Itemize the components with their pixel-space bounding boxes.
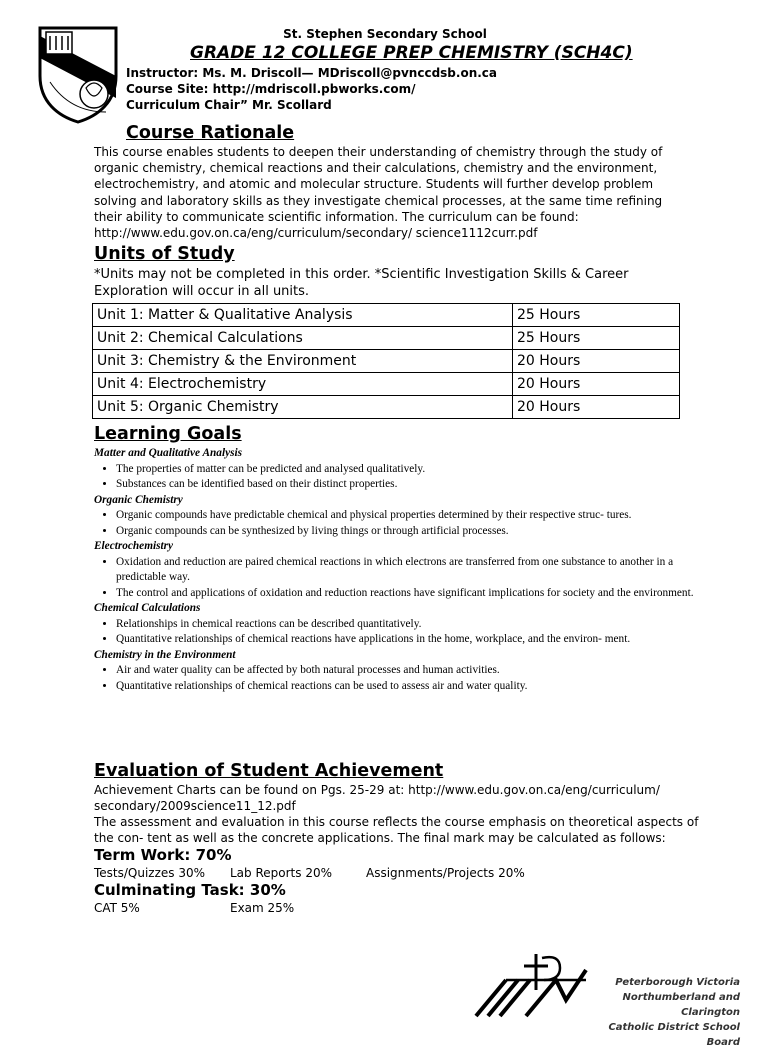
- achievement-charts-text: Achievement Charts can be found on Pgs. 25-29 at: http://www.edu.gov.on.ca/eng/curriculum/ secondary/2009science11_12.pdf: [94, 783, 660, 813]
- board-name-line: Catholic District School Board: [608, 1022, 740, 1048]
- evaluation-heading: Evaluation of Student Achievement: [94, 761, 444, 781]
- goal-category: Matter and Qualitative Analysis: [94, 447, 243, 459]
- assessment-text: The assessment and evaluation in this course reflects the course emphasis on theoretical aspects of the con- tent as well as the concrete applications. The final mark may be calculated as follows:: [94, 815, 699, 845]
- list-item: • Organic compounds can be synthesized by living things or through artificial processes.: [116, 524, 694, 540]
- units-note: *Units may not be completed in this order. *Scientific Investigation Skills & Career Exploration will occur in all units.: [94, 267, 629, 299]
- unit-hours: 20 Hours: [513, 373, 680, 396]
- list-item: • Oxidation and reduction are paired chemical reactions in which electrons are transferred from one substance to another in a predictable way.: [116, 555, 694, 586]
- list-item: • Substances can be identified based on their distinct properties.: [116, 477, 694, 493]
- unit-hours: 20 Hours: [513, 350, 680, 373]
- unit-name: Unit 5: Organic Chemistry: [93, 396, 513, 419]
- lab-reports-weight: Lab Reports 20%: [230, 866, 332, 880]
- evaluation-section: [94, 782, 704, 916]
- course-title: GRADE 12 COLLEGE PREP CHEMISTRY (SCH4C): [190, 43, 633, 63]
- unit-hours: 20 Hours: [513, 396, 680, 419]
- goal-category: Chemical Calculations: [94, 602, 201, 614]
- units-heading: Units of Study: [94, 244, 235, 264]
- table-row: [93, 350, 680, 373]
- table-row: [93, 373, 680, 396]
- exam-weight: Exam 25%: [230, 901, 295, 915]
- cat-weight: CAT 5%: [94, 901, 140, 915]
- units-table: [92, 303, 680, 419]
- instructor-line: Instructor: Ms. M. Driscoll— MDriscoll@pvnccdsb.on.ca: [126, 66, 498, 80]
- school-name: St. Stephen Secondary School: [283, 27, 487, 41]
- list-item: • Air and water quality can be affected by both natural processes and human activities.: [116, 663, 694, 679]
- learning-goals-heading: Learning Goals: [94, 424, 242, 444]
- culminating-task-breakdown: [94, 900, 704, 916]
- board-name: [590, 975, 740, 1050]
- term-work-title: Term Work: 70%: [94, 846, 232, 864]
- list-item: • The properties of matter can be predicted and analysed qualitatively.: [116, 462, 694, 478]
- culminating-task-title: Culminating Task: 30%: [94, 881, 286, 899]
- unit-name: Unit 1: Matter & Qualitative Analysis: [93, 304, 513, 327]
- table-row: [93, 304, 680, 327]
- course-site-line: Course Site: http://mdriscoll.pbworks.com/: [126, 82, 416, 96]
- table-row: [93, 396, 680, 419]
- goal-category: Chemistry in the Environment: [94, 648, 236, 661]
- assignments-weight: Assignments/Projects 20%: [366, 866, 525, 880]
- unit-name: Unit 2: Chemical Calculations: [93, 327, 513, 350]
- unit-hours: 25 Hours: [513, 327, 680, 350]
- board-name-line: Peterborough Victoria: [615, 977, 740, 988]
- list-item: • Relationships in chemical reactions can be described quantitatively.: [116, 617, 694, 633]
- course-rationale-heading: Course Rationale: [126, 123, 295, 143]
- list-item: • The control and applications of oxidation and reduction reactions have significant implications for society and the environment.: [116, 586, 694, 602]
- curriculum-chair-line: Curriculum Chair” Mr. Scollard: [126, 98, 332, 112]
- goal-category: Electrochemistry: [94, 540, 174, 552]
- list-item: • Quantitative relationships of chemical reactions have applications in the home, workplace, and the environ- ment.: [116, 632, 694, 648]
- unit-hours: 25 Hours: [513, 304, 680, 327]
- unit-name: Unit 4: Electrochemistry: [93, 373, 513, 396]
- tests-quizzes-weight: Tests/Quizzes 30%: [94, 866, 206, 880]
- course-rationale-text: This course enables students to deepen their understanding of chemistry through the study of organic chemistry, chemical reactions and their calculations, chemistry and the environment, electrochemistry, and atomic and molecular structure. Students will further develop problem solving and laboratory skills as they investigate chemical processes, at the same time refining their ability to communicate scientific information. The curriculum can be found: http://www.edu.gov.on.ca/eng/curriculum/secondary/ science1112curr.pdf: [94, 145, 663, 241]
- list-item: • Organic compounds have predictable chemical and physical properties determined by their respective struc- tures.: [116, 508, 694, 524]
- board-name-line: Northumberland and Clarington: [622, 992, 740, 1018]
- goal-category: Organic Chemistry: [94, 493, 183, 506]
- list-item: • Quantitative relationships of chemical reactions can be used to assess air and water quality.: [116, 679, 694, 695]
- table-row: [93, 327, 680, 350]
- unit-name: Unit 3: Chemistry & the Environment: [93, 350, 513, 373]
- learning-goals-list: [94, 446, 694, 694]
- term-work-breakdown: [94, 865, 704, 881]
